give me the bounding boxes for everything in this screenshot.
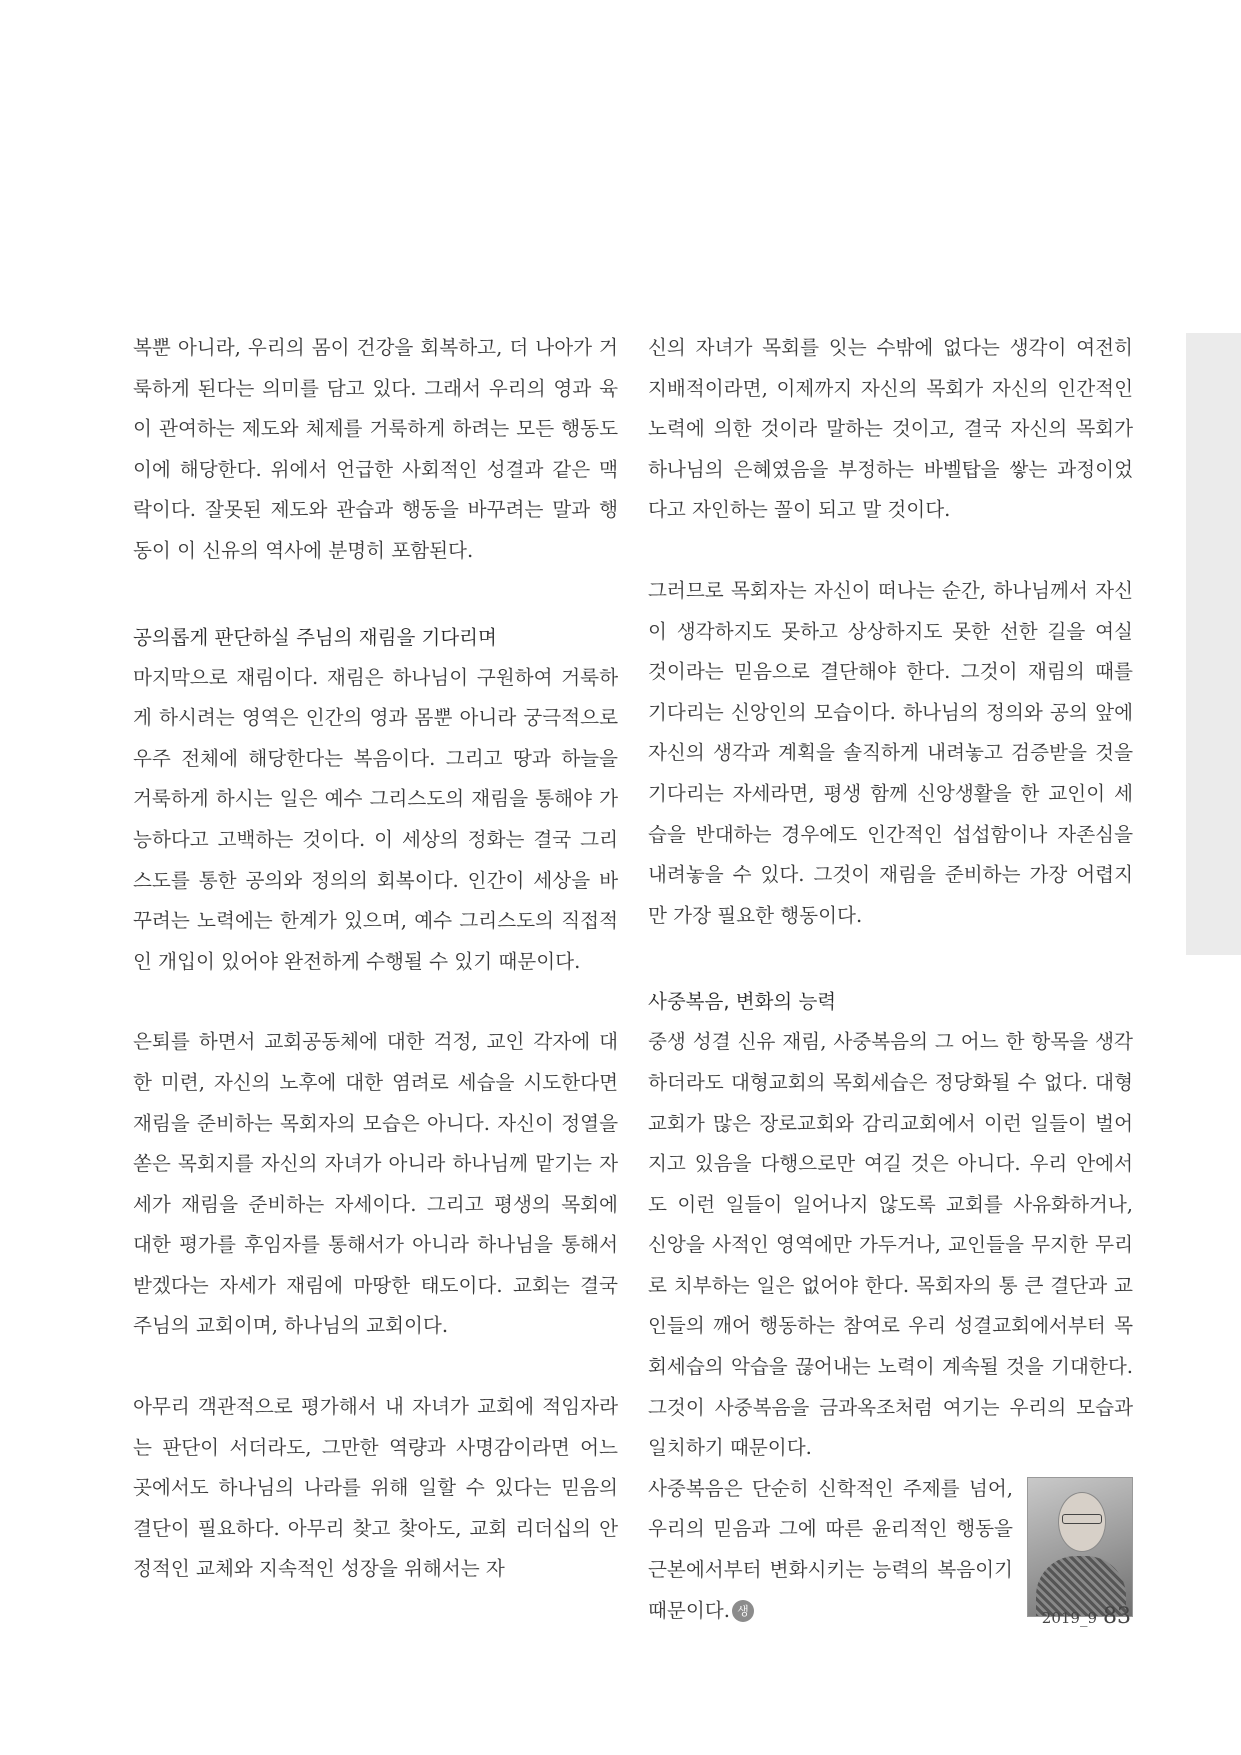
left-paragraph-1: 복뿐 아니라, 우리의 몸이 건강을 회복하고, 더 나아가 거룩하게 된다는 의미를 담고 있다. 그래서 우리의 영과 육이 관여하는 제도와 체제를 거룩하게 하려는 모든 행동도 이에 해당한다. 위에서 언급한 사회적인 성결과 같은 맥락이다. 잘못된 제도와 관습과 행동을 바꾸려는 말과 행동이 이 신유의 역사에 분명히 포함된다. — [133, 336, 618, 562]
page-number: 83 — [1103, 1604, 1131, 1629]
author-photo — [1027, 1477, 1133, 1617]
section-heading-second-coming: 공의롭게 판단하실 주님의 재림을 기다리며 — [133, 625, 497, 649]
left-column — [133, 328, 618, 1590]
closing-text: 사중복음은 단순히 신학적인 주제를 넘어, 우리의 믿음과 그에 따른 윤리적인 행동을 근본에서부터 변화시키는 능력의 복음이기 때문이다. — [648, 1476, 1013, 1622]
end-mark-icon: 생 — [732, 1600, 754, 1622]
author-photo-glasses — [1062, 1514, 1102, 1524]
page-footer — [1042, 1604, 1131, 1629]
issue-label: 2019_9 — [1041, 1609, 1097, 1627]
left-paragraph-4: 아무리 객관적으로 평가해서 내 자녀가 교회에 적임자라는 판단이 서더라도, 그만한 역량과 사명감이라면 어느 곳에서도 하나님의 나라를 위해 일할 수 있다는 믿음의 결단이 필요하다. 아무리 찾고 찾아도, 교회 리더십의 안정적인 교체와 지속적인 성장을 위해서는 자 — [133, 1395, 618, 1581]
right-paragraph-2: 그러므로 목회자는 자신이 떠나는 순간, 하나님께서 자신이 생각하지도 못하고 상상하지도 못한 선한 길을 여실 것이라는 믿음으로 결단해야 한다. 그것이 재림의 때를 기다리는 신앙인의 모습이다. 하나님의 정의와 공의 앞에 자신의 생각과 계획을 솔직하게 내려놓고 검증받을 것을 기다리는 자세라면, 평생 함께 신앙생활을 한 교인이 세습을 반대하는 경우에도 인간적인 섭섭함이나 자존심을 내려놓을 수 있다. 그것이 재림을 준비하는 가장 어렵지만 가장 필요한 행동이다. — [648, 578, 1133, 927]
left-paragraph-2: 마지막으로 재림이다. 재림은 하나님이 구원하여 거룩하게 하시려는 영역은 인간의 영과 몸뿐 아니라 궁극적으로 우주 전체에 해당한다는 복음이다. 그리고 땅과 하늘을 거룩하게 하시는 일은 예수 그리스도의 재림을 통해야 가능하다고 고백하는 것이다. 이 세상의 정화는 결국 그리스도를 통한 공의와 정의의 회복이다. 인간이 세상을 바꾸려는 노력에는 한계가 있으며, 예수 그리스도의 직접적인 개입이 있어야 완전하게 수행될 수 있기 때문이다. — [133, 665, 618, 973]
right-paragraph-3: 중생 성결 신유 재림, 사중복음의 그 어느 한 항목을 생각하더라도 대형교회의 목회세습은 정당화될 수 없다. 대형교회가 많은 장로교회와 감리교회에서 이런 일들이 벌어지고 있음을 다행으로만 여길 것은 아니다. 우리 안에서도 이런 일들이 일어나지 않도록 교회를 사유화하거나, 신앙을 사적인 영역에만 가두거나, 교인들을 무지한 무리로 치부하는 일은 없어야 한다. 목회자의 통 큰 결단과 교인들의 깨어 행동하는 참여로 우리 성결교회에서부터 목회세습의 악습을 끊어내는 노력이 계속될 것을 기대한다. 그것이 사중복음을 금과옥조처럼 여기는 우리의 모습과 일치하기 때문이다. — [648, 1030, 1133, 1460]
section-heading-fourfold-gospel: 사중복음, 변화의 능력 — [648, 990, 837, 1014]
side-index-tab — [1186, 333, 1241, 955]
right-paragraph-1: 신의 자녀가 목회를 잇는 수밖에 없다는 생각이 여전히 지배적이라면, 이제까지 자신의 목회가 자신의 인간적인 노력에 의한 것이라 말하는 것이고, 결국 자신의 목회가 하나님의 은혜였음을 부정하는 바벨탑을 쌓는 과정이었다고 자인하는 꼴이 되고 말 것이다. — [648, 336, 1133, 522]
left-paragraph-3: 은퇴를 하면서 교회공동체에 대한 걱정, 교인 각자에 대한 미련, 자신의 노후에 대한 염려로 세습을 시도한다면 재림을 준비하는 목회자의 모습은 아니다. 자신이 정열을 쏟은 목회지를 자신의 자녀가 아니라 하나님께 맡기는 자세가 재림을 준비하는 자세이다. 그리고 평생의 목회에 대한 평가를 후임자를 통해서가 아니라 하나님을 통해서 받겠다는 자세가 재림에 마땅한 태도이다. 교회는 결국 주님의 교회이며, 하나님의 교회이다. — [133, 1030, 618, 1338]
right-column — [648, 328, 1133, 1631]
